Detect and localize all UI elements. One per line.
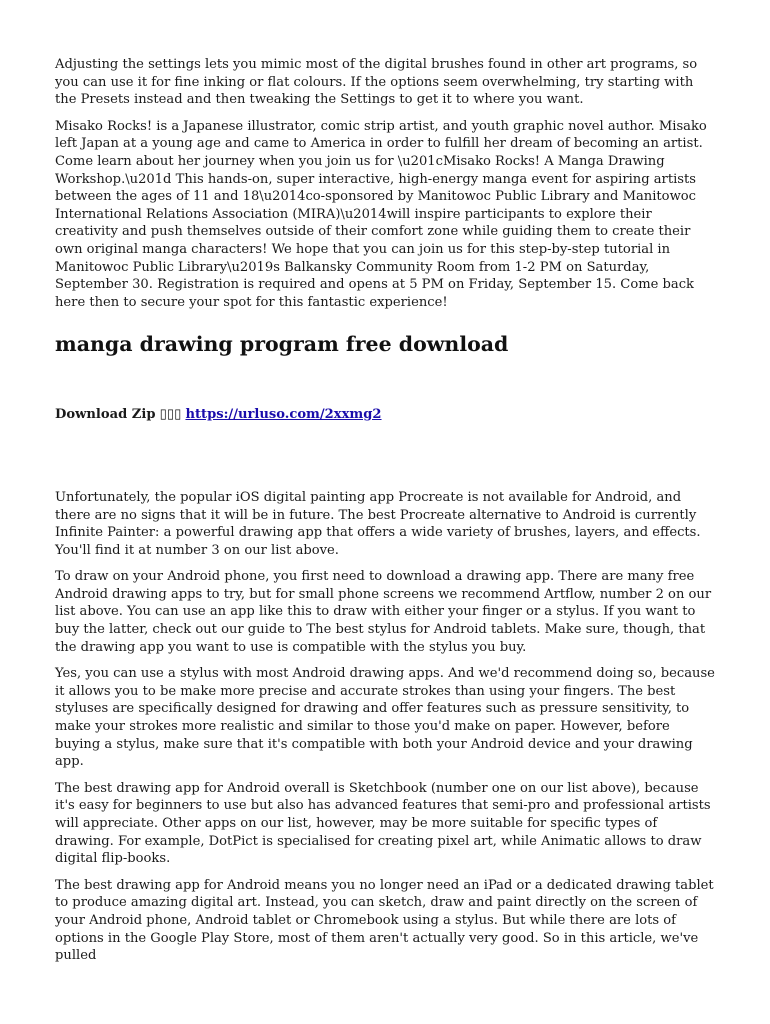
paragraph-misako-rocks: Misako Rocks! is a Japanese illustrator, comic strip artist, and youth graphic novel author. Misako left Japan at a young age and came to America in order to fulfill her dream of becoming an artist. Come learn about her journey when you join us for \u201cMisako Rocks! A Manga Drawing Workshop.\u201d This hands-on, super interactive, high-energy manga event for aspiring artists between the ages of 11 and 18\u2014co-sponsored by Manitowoc Public Library and Manitowoc International Relations Association (MIRA)\u2014will inspire participants to explore their creativity and push themselves outside of their comfort zone while guiding them to create their own original manga characters! We hope that you can join us for this step-by-step tutorial in Manitowoc Public Library\u2019s Balkansky Community Room from 1-2 PM on Saturday, September 30. Registration is required and opens at 5 PM on Friday, September 15. Come back here then to secure your spot for this fantastic experience!	[55, 118, 707, 310]
page-heading: manga drawing program free download	[55, 332, 509, 357]
paragraph-no-ipad: The best drawing app for Android means you no longer need an iPad or a dedicated drawing tablet to produce amazing digital art. Instead, you can sketch, draw and paint directly on the screen of your Android phone, Android tablet or Chromebook using a stylus. But while there are lots of options in the Google Play Store, most of them aren't actually very good. So in this article, we've pulled	[55, 877, 714, 964]
paragraph-settings: Adjusting the settings lets you mimic most of the digital brushes found in other art programs, so you can use it for fine inking or flat colours. If the options seem overwhelming, try starting with the Presets instead and then tweaking the Settings to get it to where you want.	[55, 57, 698, 108]
download-line	[55, 406, 717, 424]
download-label: Download Zip	[55, 407, 156, 423]
document-page	[55, 56, 717, 965]
paragraph-best-overall: The best drawing app for Android overall is Sketchbook (number one on our list above), because it's easy for beginners to use but also has advanced features that semi-pro and professional artists will appreciate. Other apps on our list, however, may be more suitable for specific types of drawing. For example, DotPict is specialised for creating pixel art, while Animatic allows to draw digital flip-books.	[55, 780, 711, 867]
paragraph-draw-on-android: To draw on your Android phone, you first need to download a drawing app. There are many free Android drawing apps to try, but for small phone screens we recommend Artflow, number 2 on our list above. You can use an app like this to draw with either your finger or a stylus. If you want to buy the latter, check out our guide to The best stylus for Android tablets. Make sure, though, that the drawing app you want to use is compatible with the stylus you buy.	[55, 569, 712, 655]
paragraph-stylus: Yes, you can use a stylus with most Android drawing apps. And we'd recommend doing so, because it allows you to be make more precise and accurate strokes than using your fingers. The best styluses are specifically designed for drawing and offer features such as pressure sensitivity, to make your strokes more realistic and similar to those you'd make on paper. However, before buying a stylus, make sure that it's compatible with both your Android device and your drawing app.	[55, 666, 715, 770]
download-glyphs: ▯▯▯	[159, 407, 182, 423]
download-link[interactable]: https://urluso.com/2xxmg2	[185, 407, 382, 423]
paragraph-procreate: Unfortunately, the popular iOS digital painting app Procreate is not available for Android, and there are no signs that it will be in future. The best Procreate alternative to Android is currently Infinite Painter: a powerful drawing app that offers a wide variety of brushes, layers, and effects. You'll find it at number 3 on our list above.	[55, 489, 701, 558]
